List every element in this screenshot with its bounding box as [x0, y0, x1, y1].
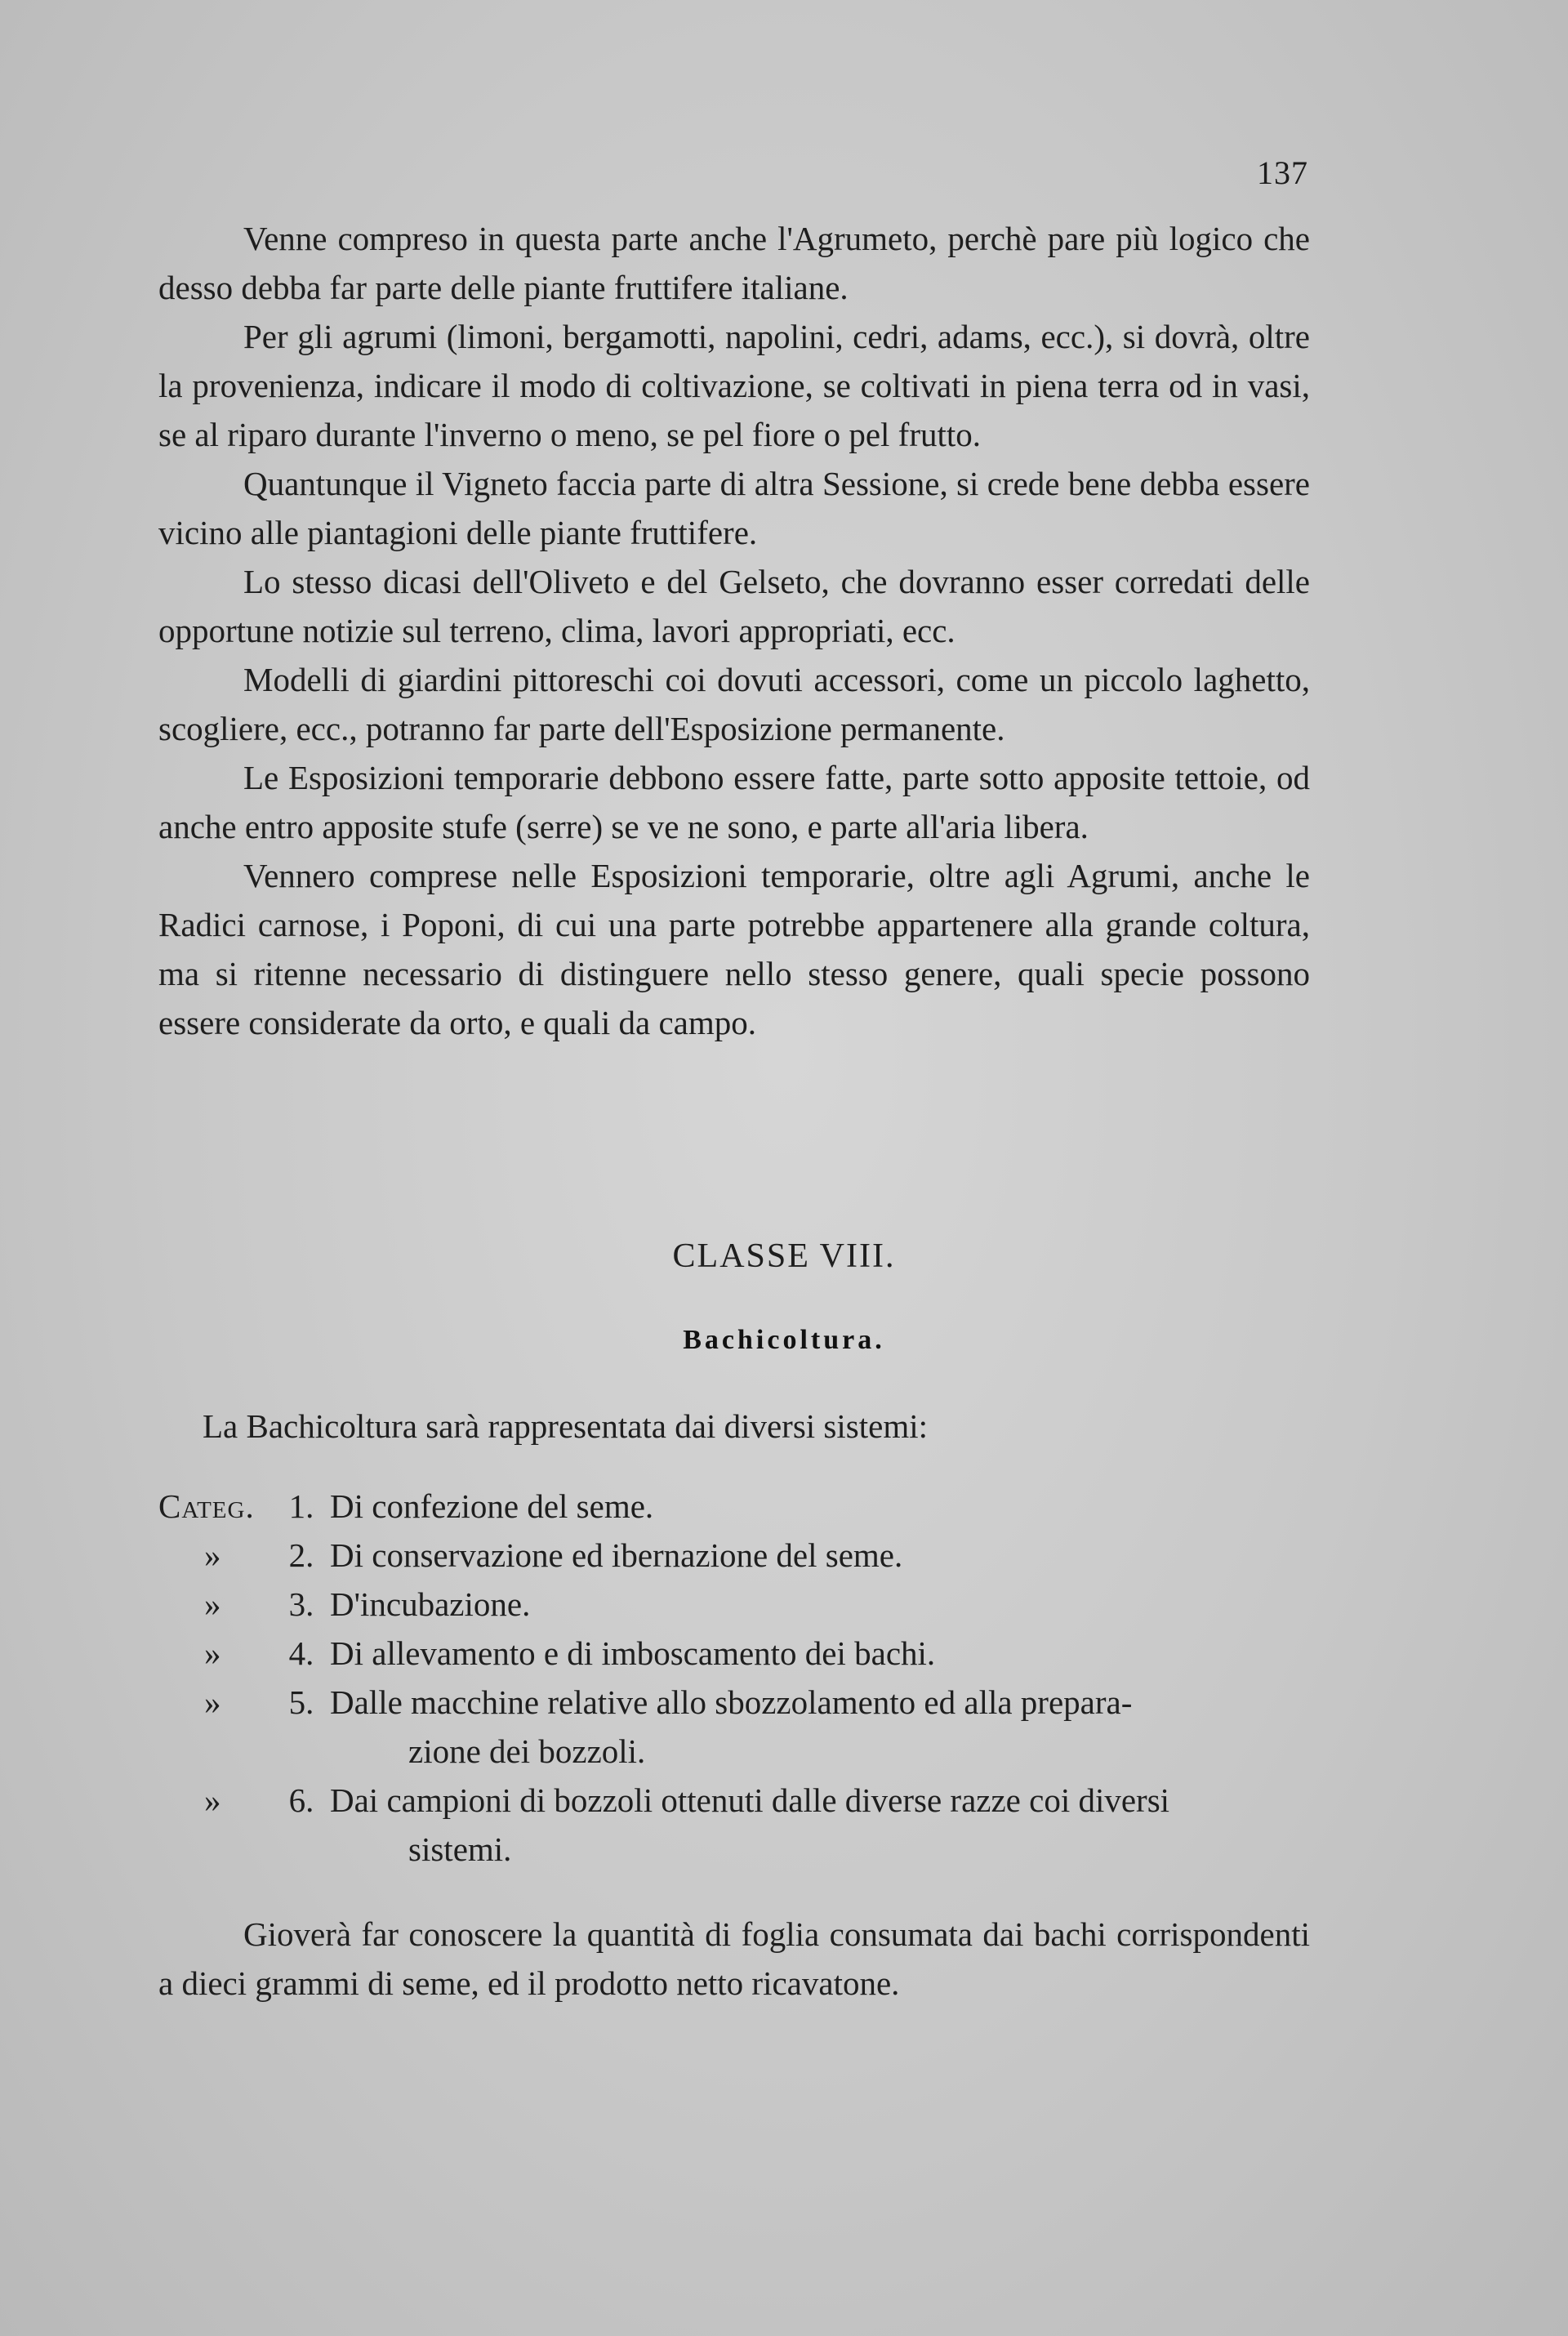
category-text-line: D'incubazione.: [330, 1585, 531, 1623]
category-number: 6.: [288, 1781, 314, 1819]
category-number: 2.: [288, 1536, 314, 1574]
paragraph: Le Esposizioni temporarie debbono essere fatte, parte sotto apposite tettoie, od anche entro apposite stufe (serre) se ve ne sono, e parte all'aria libera.: [158, 759, 1310, 845]
closing-text: [158, 1910, 1310, 2008]
paragraph: Per gli agrumi (limoni, bergamotti, napolini, cedri, adams, ecc.), si dovrà, oltre la provenienza, indicare il modo di coltivazione, se coltivati in piena terra od in vasi, se al riparo durante l'inverno o meno, se pel fiore o pel frutto.: [158, 318, 1310, 453]
list-item: [158, 1776, 1310, 1874]
category-text-line: Di allevamento e di imboscamento dei bachi.: [330, 1634, 936, 1672]
section-title: Bachicoltura.: [683, 1325, 885, 1355]
body-text: [158, 214, 1310, 1047]
paragraph: Lo stesso dicasi dell'Oliveto e del Gelseto, che dovranno esser corredati delle opportune notizie sul terreno, clima, lavori appropriati, ecc.: [158, 563, 1310, 649]
category-text: [330, 1482, 1310, 1531]
ditto-mark: »: [204, 1634, 221, 1672]
category-text-line: Dalle macchine relative allo sbozzolamento ed alla prepara-: [330, 1683, 1133, 1721]
paragraph: Quantunque il Vigneto faccia parte di altra Sessione, si crede bene debba essere vicino alle piantagioni delle piante fruttifere.: [158, 465, 1310, 551]
category-list: [158, 1482, 1310, 1874]
category-text: [330, 1629, 1310, 1678]
category-text-line: Di conservazione ed ibernazione del seme.: [330, 1536, 903, 1574]
category-text: [330, 1776, 1310, 1874]
category-text: [330, 1678, 1310, 1776]
category-text-line: Di confezione del seme.: [330, 1487, 654, 1525]
paragraph: Gioverà far conoscere la quantità di foglia consumata dai bachi corrispondenti a dieci grammi di seme, ed il prodotto netto ricavatone.: [158, 1915, 1310, 2002]
category-label: Categ.: [158, 1487, 255, 1525]
category-text-continuation: sistemi.: [408, 1830, 512, 1868]
category-text: [330, 1531, 1310, 1580]
ditto-mark: »: [204, 1683, 221, 1721]
category-number: 3.: [288, 1585, 314, 1623]
category-number: 5.: [288, 1683, 314, 1721]
paragraph: Modelli di giardini pittoreschi coi dovuti accessori, come un piccolo laghetto, scogliere, ecc., potranno far parte dell'Esposizione permanente.: [158, 661, 1310, 747]
section-intro: La Bachicoltura sarà rappresentata dai diversi sistemi:: [203, 1407, 928, 1445]
list-item: [158, 1678, 1310, 1776]
category-text-continuation: zione dei bozzoli.: [408, 1732, 646, 1770]
ditto-mark: »: [204, 1536, 221, 1574]
paragraph: Vennero comprese nelle Esposizioni temporarie, oltre agli Agrumi, anche le Radici carnose, i Poponi, di cui una parte potrebbe appartenere alla grande coltura, ma si ritenne necessario di distinguere nello stesso genere, quali specie possono essere considerate da orto, e quali da campo.: [158, 857, 1310, 1041]
category-number: 4.: [288, 1634, 314, 1672]
list-item: [158, 1580, 1310, 1629]
paragraph: Venne compreso in questa parte anche l'Agrumeto, perchè pare più logico che desso debba far parte delle piante fruttifere italiane.: [158, 220, 1310, 306]
ditto-mark: »: [204, 1781, 221, 1819]
section-heading-classe: CLASSE VIII.: [672, 1237, 896, 1275]
ditto-mark: »: [204, 1585, 221, 1623]
category-text: [330, 1580, 1310, 1629]
list-item: [158, 1531, 1310, 1580]
list-item: [158, 1482, 1310, 1531]
list-item: [158, 1629, 1310, 1678]
category-number: 1.: [288, 1487, 314, 1525]
category-text-line: Dai campioni di bozzoli ottenuti dalle diverse razze coi diversi: [330, 1781, 1170, 1819]
page-number: 137: [1257, 154, 1308, 191]
